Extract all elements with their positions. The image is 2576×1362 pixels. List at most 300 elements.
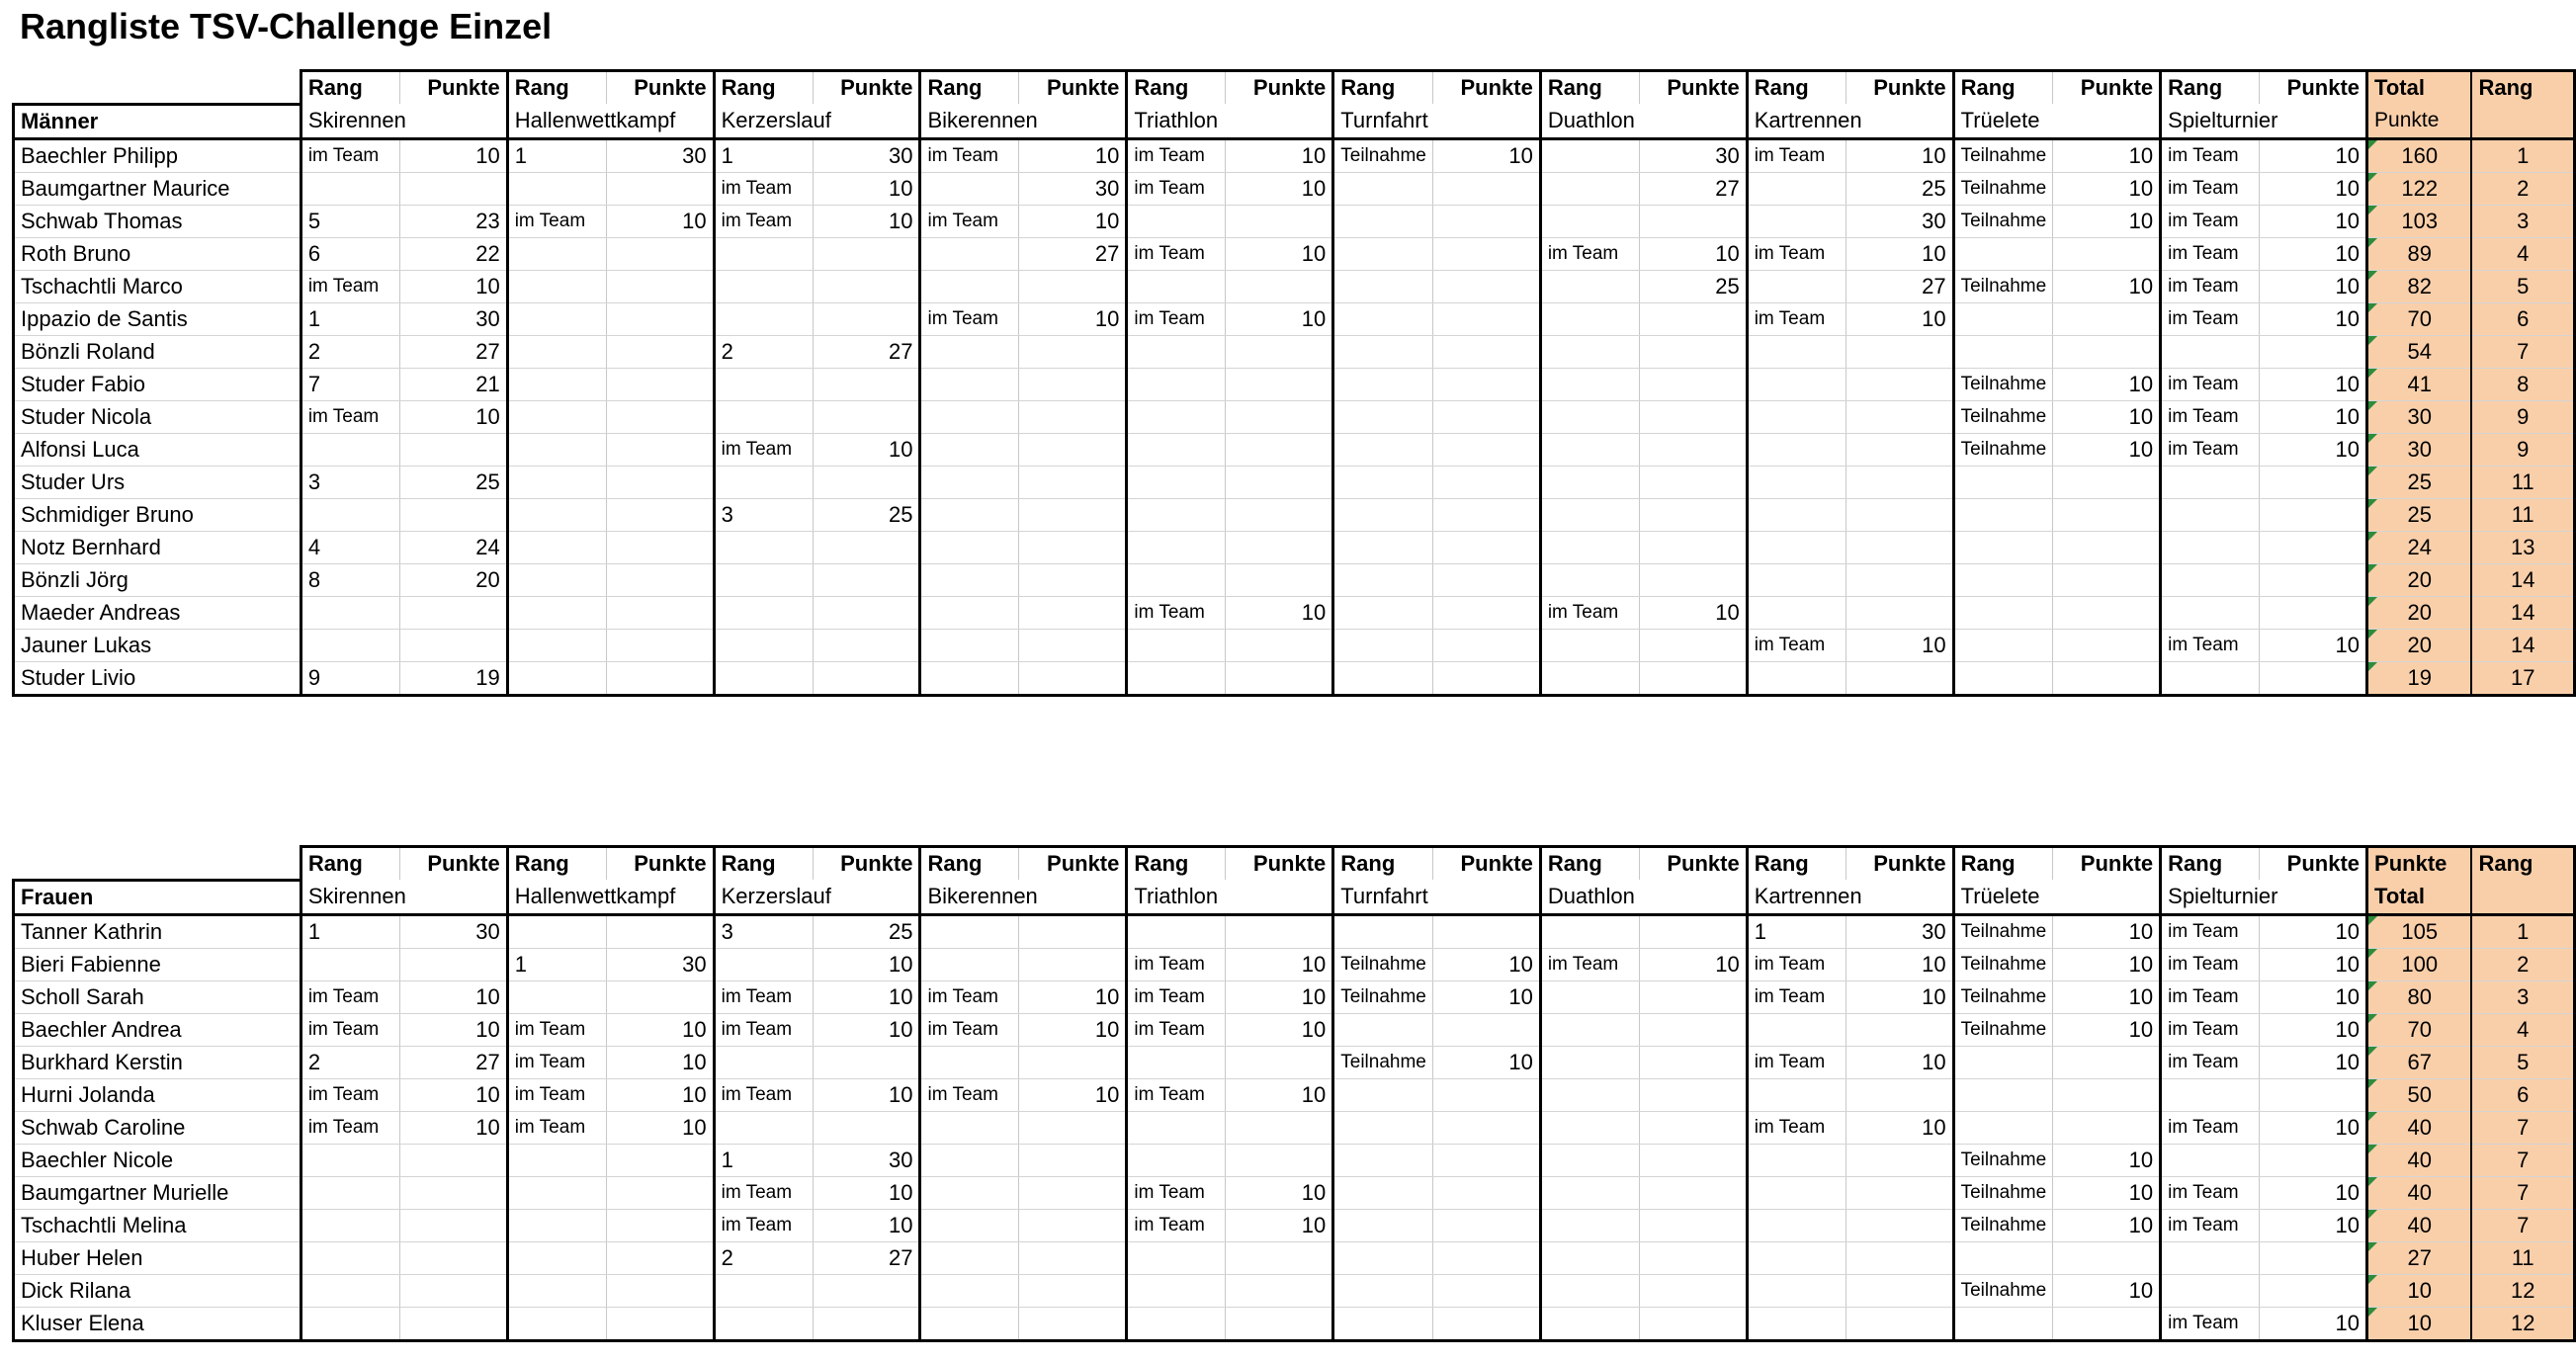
punkte-cell: 10: [1019, 1013, 1127, 1046]
rang-cell: im Team: [2161, 914, 2260, 948]
rang-header: Rang: [2161, 847, 2260, 881]
rang-cell: im Team: [920, 1013, 1019, 1046]
rang-cell: [507, 1307, 606, 1340]
punkte-cell: [1019, 531, 1127, 563]
punkte-cell: [2260, 563, 2367, 596]
rank-cell: 5: [2471, 270, 2574, 302]
rang-cell: im Team: [2161, 1013, 2260, 1046]
rank-cell: 11: [2471, 498, 2574, 531]
punkte-cell: 10: [1226, 980, 1333, 1013]
rang-cell: [1540, 205, 1639, 237]
rang-cell: [1333, 1111, 1433, 1144]
punkte-cell: [1019, 563, 1127, 596]
rang-cell: [1333, 629, 1433, 661]
rank-cell: 7: [2471, 1111, 2574, 1144]
punkte-cell: [1639, 1144, 1747, 1176]
rang-header: Rang: [714, 71, 813, 105]
punkte-cell: [399, 498, 507, 531]
athlete-name: Baechler Philipp: [14, 138, 301, 172]
punkte-cell: 10: [813, 1176, 920, 1209]
rang-cell: im Team: [1127, 1078, 1226, 1111]
rang-cell: im Team: [301, 980, 399, 1013]
punkte-cell: [1019, 1209, 1127, 1241]
rank-cell: 1: [2471, 914, 2574, 948]
rang-cell: [301, 172, 399, 205]
table-row: [14, 498, 2575, 531]
table-row: [14, 596, 2575, 629]
event-name: Kerzerslauf: [714, 880, 920, 914]
rank-cell: 12: [2471, 1274, 2574, 1307]
total-cell: 82: [2367, 270, 2472, 302]
rang-cell: 1: [507, 948, 606, 980]
rang-cell: [1747, 1307, 1846, 1340]
rang-cell: [507, 466, 606, 498]
rang-cell: [1747, 205, 1846, 237]
punkte-cell: 10: [606, 1046, 714, 1078]
rang-cell: Teilnahme: [1333, 948, 1433, 980]
rang-cell: 1: [714, 1144, 813, 1176]
athlete-name: Huber Helen: [14, 1241, 301, 1274]
rank-cell: 7: [2471, 1144, 2574, 1176]
rang-cell: [1953, 498, 2053, 531]
rang-cell: [301, 1209, 399, 1241]
rang-cell: [507, 661, 606, 695]
rang-cell: im Team: [1747, 980, 1846, 1013]
rang-cell: [1540, 172, 1639, 205]
rang-cell: [920, 1241, 1019, 1274]
punkte-cell: 23: [399, 205, 507, 237]
total-cell: 89: [2367, 237, 2472, 270]
punkte-cell: [399, 1274, 507, 1307]
rang-cell: [1333, 1307, 1433, 1340]
rang-cell: [1747, 531, 1846, 563]
rang-cell: [920, 1046, 1019, 1078]
punkte-cell: [1432, 1241, 1540, 1274]
punkte-cell: [2260, 335, 2367, 368]
rang-cell: [1747, 661, 1846, 695]
rang-cell: [1540, 1274, 1639, 1307]
punkte-cell: 10: [2260, 914, 2367, 948]
rang-cell: [714, 466, 813, 498]
punkte-cell: 10: [2053, 948, 2161, 980]
rang-cell: im Team: [1540, 596, 1639, 629]
rang-cell: [507, 335, 606, 368]
punkte-cell: [1846, 1241, 1953, 1274]
rang-cell: [1127, 270, 1226, 302]
punkte-cell: [2053, 1241, 2161, 1274]
rang-cell: [2161, 1241, 2260, 1274]
punkte-cell: [606, 914, 714, 948]
rang-cell: 3: [714, 498, 813, 531]
rang-cell: [507, 629, 606, 661]
rang-cell: [1747, 1144, 1846, 1176]
rang-cell: [1127, 1144, 1226, 1176]
rang-cell: Teilnahme: [1953, 1013, 2053, 1046]
athlete-name: Alfonsi Luca: [14, 433, 301, 466]
punkte-header: Punkte: [1846, 847, 1953, 881]
punkte-cell: 10: [2260, 1046, 2367, 1078]
rang-cell: [714, 400, 813, 433]
rang-cell: [507, 172, 606, 205]
rang-cell: [507, 563, 606, 596]
rang-cell: im Team: [714, 433, 813, 466]
rang-cell: im Team: [714, 172, 813, 205]
punkte-cell: [2053, 237, 2161, 270]
rank-cell: 9: [2471, 433, 2574, 466]
punkte-cell: [399, 1241, 507, 1274]
total-cell: 24: [2367, 531, 2472, 563]
rang-cell: [1747, 335, 1846, 368]
rang-cell: [1540, 661, 1639, 695]
punkte-cell: 30: [1846, 914, 1953, 948]
rang-header: Rang: [1127, 71, 1226, 105]
rank-cell: 11: [2471, 466, 2574, 498]
rang-cell: 1: [714, 138, 813, 172]
rang-cell: [714, 563, 813, 596]
punkte-cell: [2260, 1241, 2367, 1274]
punkte-cell: [1019, 914, 1127, 948]
rang-cell: im Team: [2161, 1111, 2260, 1144]
rank-cell: 1: [2471, 138, 2574, 172]
rang-cell: im Team: [1747, 629, 1846, 661]
rang-cell: [1540, 1013, 1639, 1046]
rang-cell: [1953, 531, 2053, 563]
rang-cell: Teilnahme: [1953, 1274, 2053, 1307]
punkte-cell: [1432, 172, 1540, 205]
punkte-cell: [813, 661, 920, 695]
total-cell: 80: [2367, 980, 2472, 1013]
rang-cell: [920, 270, 1019, 302]
punkte-cell: 10: [399, 1013, 507, 1046]
rang-cell: [507, 1144, 606, 1176]
rang-cell: [1540, 1144, 1639, 1176]
rang-cell: im Team: [714, 1013, 813, 1046]
athlete-name: Studer Fabio: [14, 368, 301, 400]
punkte-cell: [1639, 914, 1747, 948]
rang-cell: Teilnahme: [1953, 172, 2053, 205]
rang-cell: [507, 1241, 606, 1274]
punkte-cell: [2260, 596, 2367, 629]
rang-cell: 3: [714, 914, 813, 948]
page-title: Rangliste TSV-Challenge Einzel: [20, 6, 553, 46]
punkte-cell: 10: [1639, 237, 1747, 270]
punkte-cell: [1846, 1144, 1953, 1176]
rank-cell: 4: [2471, 237, 2574, 270]
rang-cell: [920, 498, 1019, 531]
punkte-cell: [2053, 1307, 2161, 1340]
rang-cell: [507, 237, 606, 270]
punkte-cell: 10: [1639, 948, 1747, 980]
table-row: [14, 1013, 2575, 1046]
punkte-cell: [606, 980, 714, 1013]
punkte-header: Punkte: [1639, 71, 1747, 105]
rang-cell: [507, 400, 606, 433]
rang-cell: im Team: [301, 400, 399, 433]
punkte-cell: [1846, 466, 1953, 498]
punkte-cell: 10: [1432, 980, 1540, 1013]
rang-cell: [1127, 1046, 1226, 1078]
punkte-cell: [1019, 270, 1127, 302]
rang-header: Rang: [1747, 847, 1846, 881]
rang-cell: [1540, 270, 1639, 302]
punkte-cell: [1639, 466, 1747, 498]
rang-cell: Teilnahme: [1953, 368, 2053, 400]
rang-cell: im Team: [2161, 172, 2260, 205]
rank-cell: 3: [2471, 980, 2574, 1013]
rang-cell: [507, 1209, 606, 1241]
rank-cell: 11: [2471, 1241, 2574, 1274]
rang-header: Rang: [920, 71, 1019, 105]
punkte-header: Punkte: [813, 71, 920, 105]
rank-subheader: [2471, 880, 2574, 914]
punkte-cell: [1432, 563, 1540, 596]
table-row: [14, 531, 2575, 563]
rang-cell: [1333, 368, 1433, 400]
punkte-cell: 10: [1226, 596, 1333, 629]
punkte-cell: 10: [2260, 1176, 2367, 1209]
rang-cell: [1747, 563, 1846, 596]
event-name: Spielturnier: [2161, 880, 2367, 914]
rank-cell: 14: [2471, 563, 2574, 596]
punkte-cell: 10: [2053, 270, 2161, 302]
rang-cell: [507, 498, 606, 531]
rang-cell: [2161, 661, 2260, 695]
rang-cell: [2161, 563, 2260, 596]
rang-header: Rang: [920, 847, 1019, 881]
punkte-cell: 10: [1226, 1078, 1333, 1111]
rang-cell: [1953, 335, 2053, 368]
punkte-cell: 10: [2260, 205, 2367, 237]
athlete-name: Ippazio de Santis: [14, 302, 301, 335]
punkte-header: Punkte: [1226, 847, 1333, 881]
punkte-cell: 10: [2053, 1209, 2161, 1241]
total-cell: 122: [2367, 172, 2472, 205]
punkte-cell: 10: [1846, 302, 1953, 335]
rang-cell: [1333, 596, 1433, 629]
punkte-cell: 10: [2260, 1209, 2367, 1241]
punkte-cell: [2053, 1046, 2161, 1078]
punkte-cell: [606, 335, 714, 368]
event-name: Turnfahrt: [1333, 104, 1541, 138]
rang-cell: [1540, 531, 1639, 563]
table-row: [14, 1176, 2575, 1209]
table-row: [14, 948, 2575, 980]
rang-cell: im Team: [1747, 237, 1846, 270]
event-name: Duathlon: [1540, 104, 1747, 138]
punkte-cell: [1639, 1241, 1747, 1274]
punkte-cell: 10: [1226, 1176, 1333, 1209]
punkte-cell: [1639, 368, 1747, 400]
punkte-cell: [399, 1144, 507, 1176]
rang-cell: [1747, 1078, 1846, 1111]
rang-cell: im Team: [2161, 237, 2260, 270]
punkte-cell: 27: [399, 1046, 507, 1078]
rank-cell: 8: [2471, 368, 2574, 400]
rang-cell: [1953, 1046, 2053, 1078]
punkte-cell: [1432, 531, 1540, 563]
punkte-cell: 10: [1226, 302, 1333, 335]
table-row: [14, 1144, 2575, 1176]
total-cell: 100: [2367, 948, 2472, 980]
rang-header: Rang: [1127, 847, 1226, 881]
rang-cell: im Team: [1127, 237, 1226, 270]
punkte-cell: [2260, 466, 2367, 498]
rank-header: Rang: [2471, 71, 2574, 105]
punkte-cell: [1432, 596, 1540, 629]
table-row: [14, 1307, 2575, 1340]
punkte-cell: [606, 661, 714, 695]
men-ranking-table: [12, 69, 2576, 697]
punkte-cell: 10: [813, 1209, 920, 1241]
punkte-cell: 10: [399, 980, 507, 1013]
rang-cell: [1333, 1274, 1433, 1307]
rang-cell: im Team: [1747, 948, 1846, 980]
punkte-cell: [606, 433, 714, 466]
rang-cell: [1127, 498, 1226, 531]
rang-header: Rang: [1540, 71, 1639, 105]
rang-cell: [714, 270, 813, 302]
punkte-cell: 30: [1846, 205, 1953, 237]
rang-cell: 4: [301, 531, 399, 563]
rang-header: Rang: [1953, 847, 2053, 881]
athlete-name: Bönzli Jörg: [14, 563, 301, 596]
punkte-cell: [1639, 661, 1747, 695]
rang-cell: im Team: [1747, 302, 1846, 335]
rang-cell: im Team: [2161, 980, 2260, 1013]
rang-cell: [2161, 596, 2260, 629]
punkte-cell: [1019, 1241, 1127, 1274]
rang-cell: [920, 1111, 1019, 1144]
punkte-cell: 10: [606, 1078, 714, 1111]
punkte-cell: [1846, 400, 1953, 433]
punkte-cell: [1019, 335, 1127, 368]
punkte-cell: 10: [813, 1078, 920, 1111]
rang-cell: [920, 237, 1019, 270]
rank-header: Rang: [2471, 847, 2574, 881]
punkte-cell: 10: [1019, 1078, 1127, 1111]
rang-cell: [507, 596, 606, 629]
punkte-cell: 10: [1226, 237, 1333, 270]
rang-cell: [1540, 1176, 1639, 1209]
rang-cell: im Team: [2161, 1307, 2260, 1340]
rang-cell: im Team: [507, 205, 606, 237]
rang-cell: [920, 914, 1019, 948]
punkte-header: Punkte: [1846, 71, 1953, 105]
punkte-cell: [1019, 368, 1127, 400]
rang-header: Rang: [1953, 71, 2053, 105]
table-row: [14, 138, 2575, 172]
rang-cell: im Team: [301, 138, 399, 172]
event-name: Turnfahrt: [1333, 880, 1541, 914]
rang-cell: im Team: [1127, 980, 1226, 1013]
punkte-cell: [1639, 1078, 1747, 1111]
rang-cell: im Team: [507, 1013, 606, 1046]
rang-cell: [1333, 531, 1433, 563]
rang-cell: [714, 948, 813, 980]
punkte-cell: [1846, 1078, 1953, 1111]
group-header: Frauen: [14, 880, 301, 914]
punkte-cell: [2053, 1078, 2161, 1111]
punkte-cell: [1432, 368, 1540, 400]
rang-cell: im Team: [714, 1209, 813, 1241]
punkte-cell: [1019, 400, 1127, 433]
rang-cell: [920, 466, 1019, 498]
rang-cell: [1747, 172, 1846, 205]
punkte-cell: 10: [2053, 205, 2161, 237]
punkte-cell: [2053, 661, 2161, 695]
punkte-cell: [1846, 1013, 1953, 1046]
table-row: [14, 368, 2575, 400]
total-subheader: Total: [2367, 880, 2472, 914]
punkte-cell: 10: [1846, 1046, 1953, 1078]
table-row: [14, 1241, 2575, 1274]
rang-cell: [2161, 1078, 2260, 1111]
rang-header: Rang: [301, 71, 399, 105]
rang-cell: [920, 400, 1019, 433]
rang-cell: [1127, 335, 1226, 368]
rang-cell: [1747, 368, 1846, 400]
punkte-cell: [1432, 466, 1540, 498]
rank-cell: 3: [2471, 205, 2574, 237]
rang-cell: 7: [301, 368, 399, 400]
rang-cell: [301, 596, 399, 629]
punkte-cell: [606, 466, 714, 498]
punkte-cell: [1639, 1046, 1747, 1078]
rang-cell: Teilnahme: [1953, 914, 2053, 948]
punkte-cell: 10: [2053, 980, 2161, 1013]
athlete-name: Tschachtli Marco: [14, 270, 301, 302]
punkte-cell: [1639, 1013, 1747, 1046]
punkte-cell: [1432, 629, 1540, 661]
rang-cell: [1333, 433, 1433, 466]
punkte-cell: 21: [399, 368, 507, 400]
punkte-cell: [1019, 1046, 1127, 1078]
punkte-cell: 10: [1226, 1209, 1333, 1241]
punkte-cell: 10: [1432, 948, 1540, 980]
rang-cell: im Team: [920, 980, 1019, 1013]
total-cell: 70: [2367, 1013, 2472, 1046]
punkte-cell: [813, 1046, 920, 1078]
punkte-cell: [1432, 1209, 1540, 1241]
rang-cell: [1540, 138, 1639, 172]
athlete-name: Hurni Jolanda: [14, 1078, 301, 1111]
rang-cell: [714, 1307, 813, 1340]
punkte-header: Punkte: [1639, 847, 1747, 881]
punkte-cell: [2260, 1144, 2367, 1176]
rang-cell: [1747, 596, 1846, 629]
punkte-cell: [606, 302, 714, 335]
punkte-cell: [606, 1176, 714, 1209]
rank-cell: 5: [2471, 1046, 2574, 1078]
total-cell: 40: [2367, 1144, 2472, 1176]
punkte-cell: [399, 1209, 507, 1241]
punkte-cell: 27: [1019, 237, 1127, 270]
punkte-cell: [1226, 914, 1333, 948]
punkte-cell: 27: [399, 335, 507, 368]
punkte-cell: 10: [1226, 948, 1333, 980]
athlete-name: Studer Livio: [14, 661, 301, 695]
rang-cell: [920, 172, 1019, 205]
punkte-cell: [1226, 498, 1333, 531]
punkte-cell: [1639, 433, 1747, 466]
punkte-cell: [606, 400, 714, 433]
punkte-cell: [606, 237, 714, 270]
punkte-cell: [606, 629, 714, 661]
rank-cell: 13: [2471, 531, 2574, 563]
punkte-cell: 10: [1846, 237, 1953, 270]
rang-cell: [1747, 1209, 1846, 1241]
punkte-cell: [2053, 335, 2161, 368]
